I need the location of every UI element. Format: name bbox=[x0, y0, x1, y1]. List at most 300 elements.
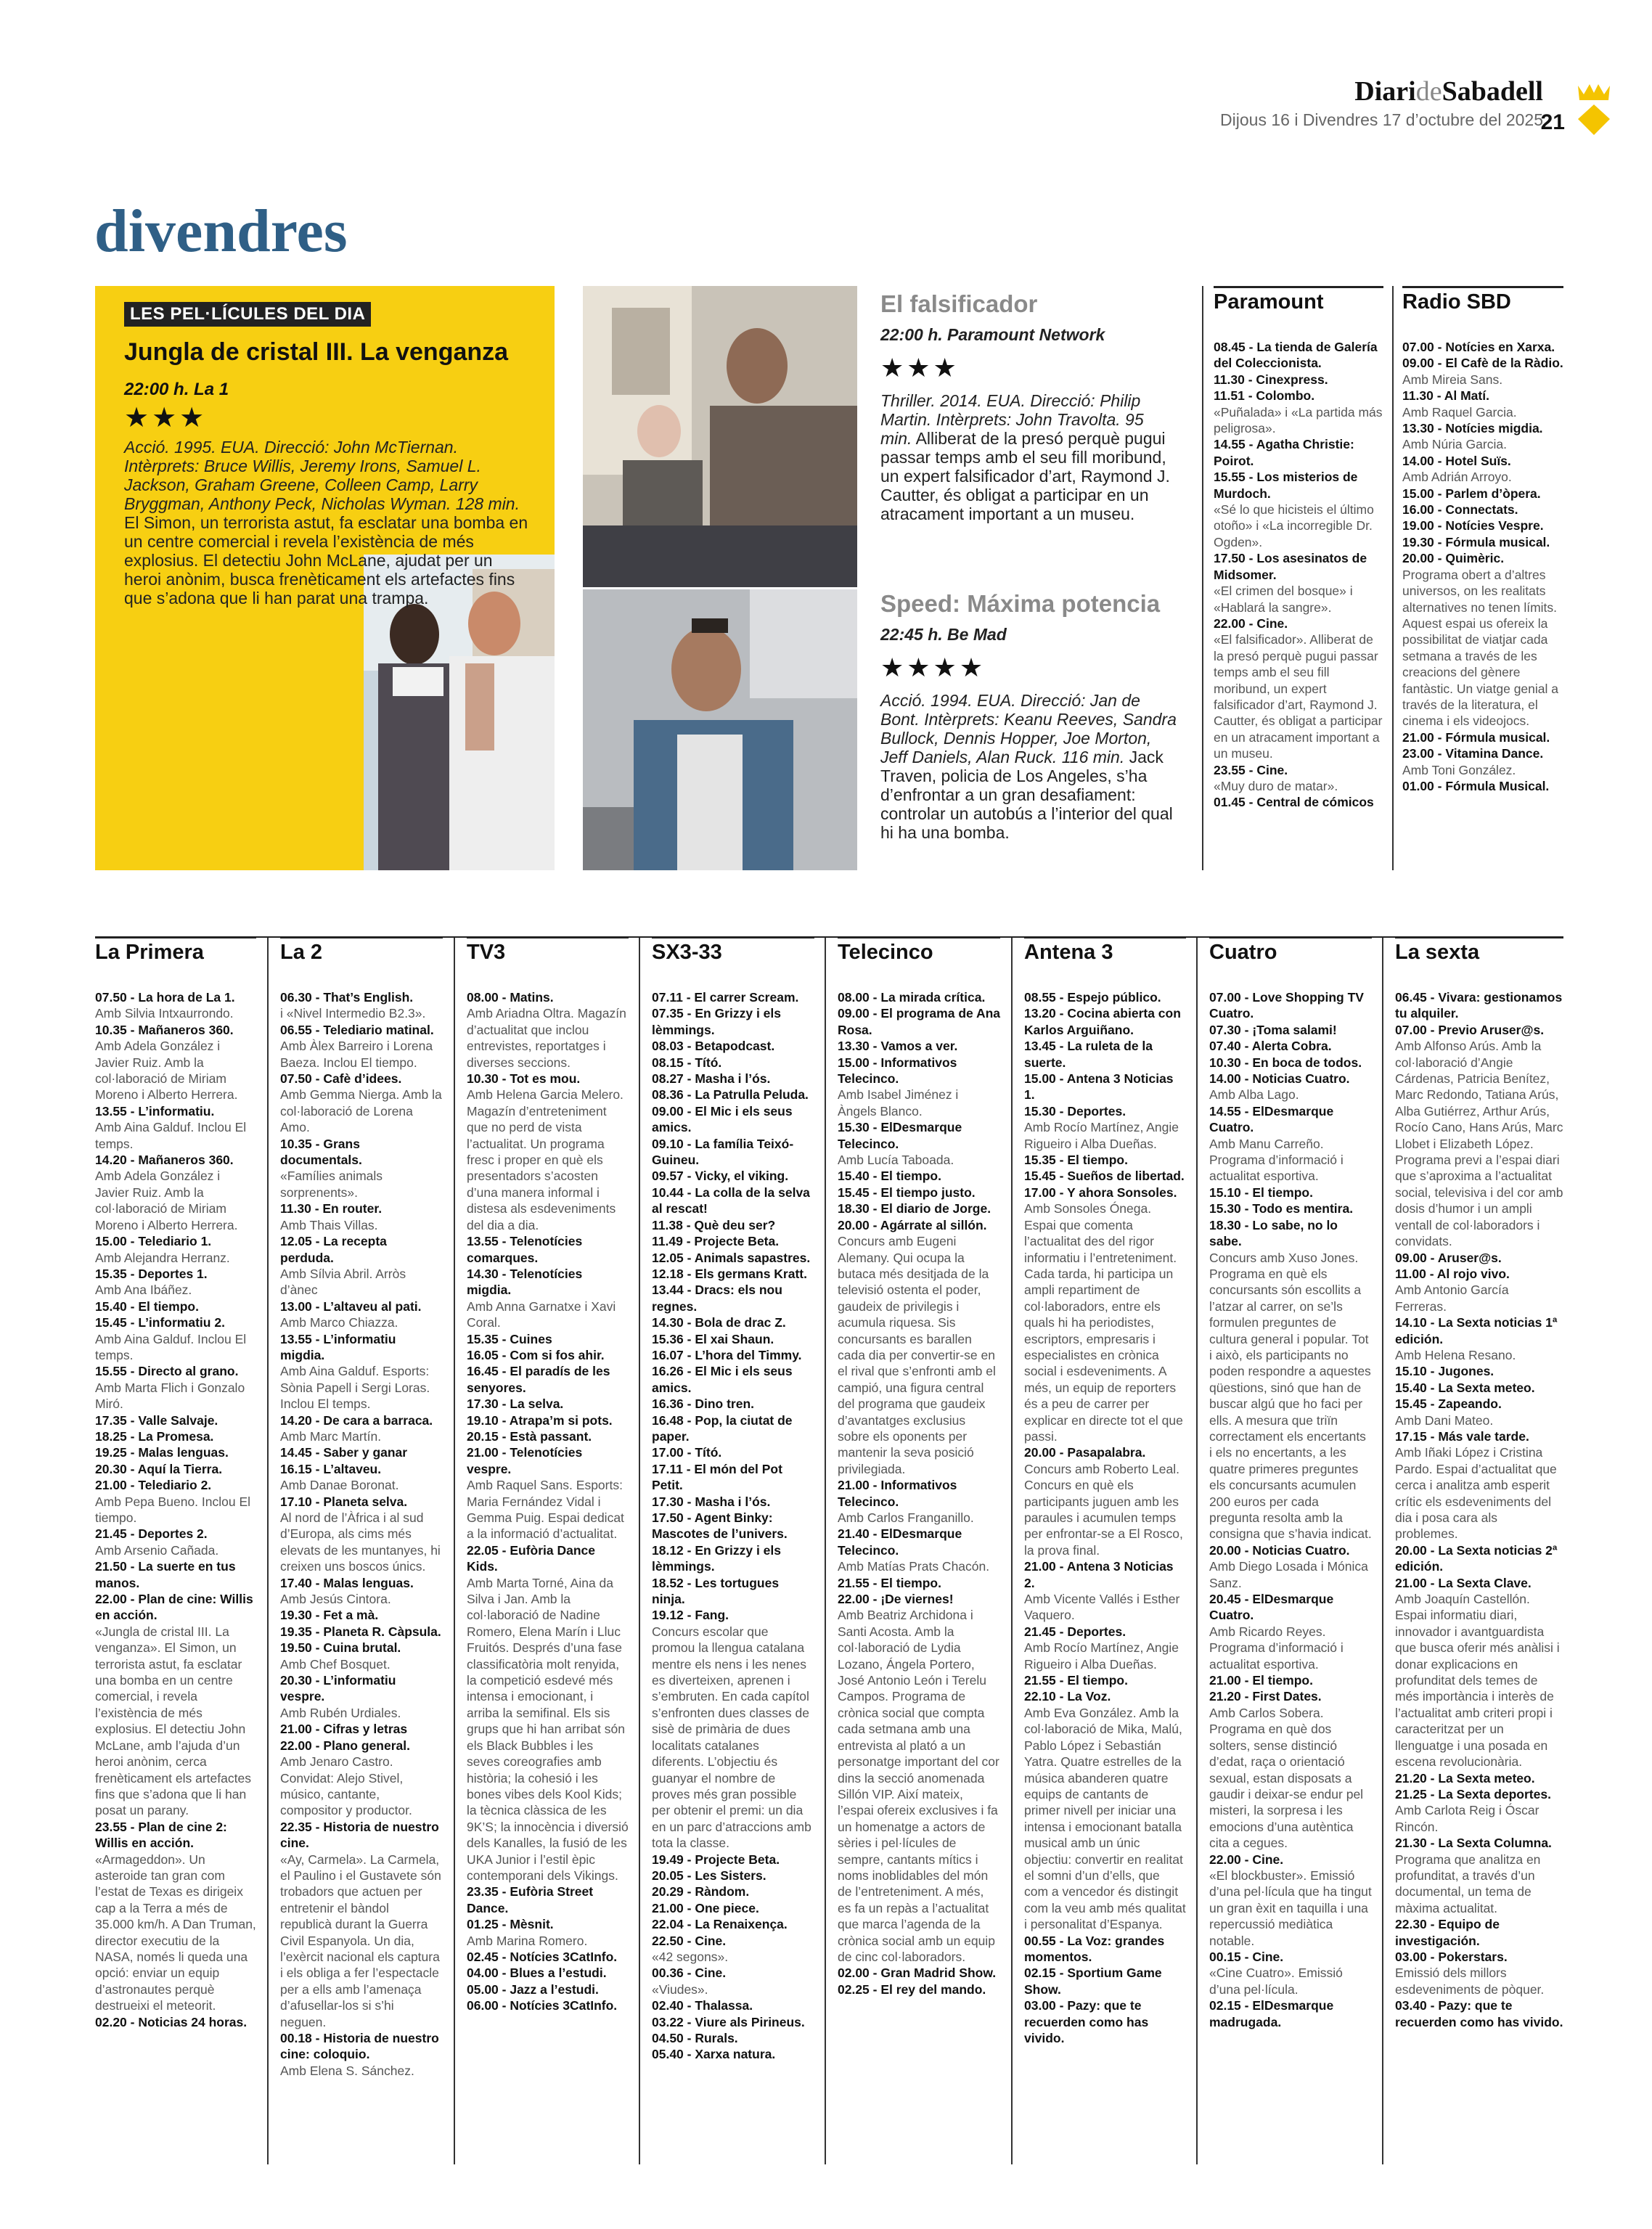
movie-credits: Acció. 1994. EUA. Direcció: Jan de Bont. Intèrprets: Keanu Reeves, Sandra Bullock, Dennis Hopper, Joe Morton, Jeff Daniels, Alan Ruck. 116 min. bbox=[880, 691, 1177, 766]
programme-title: 13.20 - Cocina abierta con Karlos Arguiñano. bbox=[1024, 1006, 1181, 1037]
programme-title: 15.40 - El tiempo. bbox=[838, 1169, 941, 1184]
schedule-list bbox=[280, 989, 443, 2079]
programme-title: 02.15 - ElDesmarque madrugada. bbox=[1209, 1998, 1334, 2029]
programme-title: 19.35 - Planeta R. Càpsula. bbox=[280, 1624, 441, 1639]
programme-description: Amb Pepa Bueno. Inclou El tiempo. bbox=[95, 1494, 251, 1525]
programme-title: 03.00 - Pokerstars. bbox=[1395, 1949, 1508, 1964]
programme-title: 00.18 - Historia de nuestro cine: coloquio. bbox=[280, 2031, 439, 2062]
programme-title: 01.00 - Fórmula Musical. bbox=[1402, 778, 1550, 793]
programme-title: 00.55 - La Voz: grandes momentos. bbox=[1024, 1933, 1165, 1964]
schedule-list bbox=[467, 989, 629, 2014]
programme-title: 18.30 - Lo sabe, no lo sabe. bbox=[1209, 1217, 1338, 1249]
column-divider bbox=[267, 938, 269, 2164]
channel-name: La Primera bbox=[95, 936, 256, 975]
movie-credits: Acció. 1995. EUA. Direcció: John McTiernan. Intèrprets: Bruce Willis, Jeremy Irons, Samuel L. Jackson, Graham Greene, Colleen Camp, Larry Bryggman, Anthony Peck, Nicholas Wyman. 128 min. bbox=[124, 438, 520, 513]
programme-description: Amb Gemma Nierga. Amb la col·laboració de Lorena Amo. bbox=[280, 1087, 442, 1135]
programme-description: Programa que analitza en profunditat, a través d’un documental, un tema de màxima actualitat. bbox=[1395, 1852, 1541, 1915]
programme-description: Amb Beatriz Archidona i Santi Acosta. Amb la col·laboració de Lydia Lozano, Ángela Portero, José Antonio León i Terelu Campos. Programa de crònica social que compta cada setmana amb una entrevista al plató a un personatge important del cor dins la secció anomenada Sillón VIP. Així mateix, l’espai ofereix exclusives i fa un homenatge a actors de sèries i pel·lícules de sempre, cantants mítics i noms inoblidables del món de l’entreteniment. A més, es fa un repàs a l’actualitat que marca l’agenda de la crònica social amb un equip de cinc col·laboradors. bbox=[838, 1608, 999, 1964]
programme-description: Amb Chef Bosquet. bbox=[280, 1656, 390, 1672]
programme-description: Amb Carlota Reig i Óscar Rincón. bbox=[1395, 1803, 1539, 1834]
programme-description: Amb Aina Galduf. Inclou El temps. bbox=[95, 1331, 247, 1362]
channel-name: La 2 bbox=[280, 936, 443, 975]
programme-title: 15.45 - L’informatiu 2. bbox=[95, 1315, 225, 1330]
masthead bbox=[1220, 75, 1543, 130]
programme-title: 19.10 - Atrapa’m si pots. bbox=[467, 1412, 613, 1428]
programme-title: 16.07 - L’hora del Timmy. bbox=[652, 1347, 802, 1362]
column-divider bbox=[639, 938, 640, 2164]
programme-description: i «Nivel Intermedio B2.3». bbox=[280, 1006, 426, 1021]
programme-title: 08.00 - La mirada crítica. bbox=[838, 990, 986, 1005]
programme-title: 17.11 - El món del Pot Petit. bbox=[652, 1461, 782, 1493]
movie-description bbox=[880, 391, 1178, 523]
programme-title: 20.00 - La Sexta noticias 2ª edición. bbox=[1395, 1542, 1558, 1574]
programme-title: 16.36 - Dino tren. bbox=[652, 1396, 755, 1412]
programme-description: Amb Antonio García Ferreras. bbox=[1395, 1283, 1509, 1314]
channel-column bbox=[1402, 286, 1563, 794]
movie-credits: Thriller. 2014. EUA. Direcció: Philip Martin. Intèrprets: John Travolta. 95 min. bbox=[880, 391, 1144, 448]
programme-title: 11.49 - Projecte Beta. bbox=[652, 1234, 780, 1249]
programme-description: Concurs escolar que promou la llengua catalana mentre els nens i les nenes es diverteixen, aprenen i s’embruten. En cada capítol s’enfronten dues classes de sisè de primària de dues localitats catalanes diferents. L’objectiu és guanyar el nombre de proves més gran possible per obtenir el premi: un dia en un parc d’atraccions amb tota la classe. bbox=[652, 1624, 811, 1851]
programme-title: 21.50 - La suerte en tus manos. bbox=[95, 1559, 236, 1590]
programme-description: Amb Isabel Jiménez i Àngels Blanco. bbox=[838, 1087, 959, 1118]
programme-description: Amb Raquel Garcia. bbox=[1402, 404, 1517, 420]
programme-title: 23.35 - Eufòria Street Dance. bbox=[467, 1884, 594, 1915]
movie-still-speed bbox=[583, 589, 857, 870]
programme-title: 15.30 - Deportes. bbox=[1024, 1103, 1126, 1118]
programme-title: 21.45 - Deportes 2. bbox=[95, 1526, 208, 1542]
programme-title: 21.00 - El tiempo. bbox=[1209, 1673, 1313, 1688]
channel-column bbox=[838, 936, 1000, 1997]
programme-title: 09.00 - Aruser@s. bbox=[1395, 1250, 1502, 1265]
programme-description: Amb Alfonso Arús. Amb la col·laboració d’Angie Cárdenas, Patricia Benítez, Marc Redondo, Tatiana Arús, Alba Gutiérrez, Arthur Arús, Rocío Cano, Hans Arús, Marc Llobet i Elizabeth López. Programa previ a l’espai diari que s’aproxima a l’actualitat social, televisiva i del cor amb dosis d’humor i un ampli ventall de col·laboradors i convidats. bbox=[1395, 1039, 1563, 1249]
programme-title: 13.55 - Telenotícies comarques. bbox=[467, 1234, 583, 1265]
programme-title: 03.00 - Pazy: que te recuerden como has vivido. bbox=[1024, 1998, 1149, 2045]
programme-description: Programa obert a d’altres universos, on les realitats alternatives no tenen límits. Aquest espai us ofereix la possibilitat de viatjar cada setmana a través de les creacions del gènere fantàstic. Un viatge genial a través de la literatura, el cinema i els videojocs. bbox=[1402, 567, 1558, 729]
channel-column bbox=[1214, 286, 1383, 811]
programme-description: Amb Raquel Sans. Esports: Maria Fernández Vidal i Gemma Puig. Espai dedicat a la informació d’actualitat. bbox=[467, 1478, 624, 1542]
programme-title: 06.00 - Notícies 3CatInfo. bbox=[467, 1998, 618, 2013]
movie-title: El falsificador bbox=[880, 290, 1038, 317]
programme-description: Amb Sonsoles Ónega. Espai que comenta l’actualitat des del rigor informatiu i l’entreteniment. Cada tarda, hi participa un ampli repartiment de col·laboradors, entre els quals hi ha periodistes, escriptors, empresaris i especialistes en crònica social i esdeveniments. A més, un equip de reporters és a peu de carrer per explicar en directe tot el que passi. bbox=[1024, 1201, 1183, 1444]
programme-description: «Puñalada» i «La partida más peligrosa». bbox=[1214, 404, 1383, 436]
programme-title: 17.30 - La selva. bbox=[467, 1396, 564, 1412]
programme-title: 09.10 - La família Teixó-Guineu. bbox=[652, 1136, 794, 1168]
programme-description: «El blockbuster». Emissió d’una pel·lícula que ha tingut un gran èxit en taquilla i una repercussió mediàtica notable. bbox=[1209, 1868, 1372, 1948]
programme-title: 07.00 - Love Shopping TV Cuatro. bbox=[1209, 990, 1364, 1021]
programme-title: 07.30 - ¡Toma salami! bbox=[1209, 1022, 1337, 1037]
programme-description: Amb Helena Resano. bbox=[1395, 1347, 1516, 1362]
programme-title: 17.00 - Tító. bbox=[652, 1445, 722, 1460]
programme-title: 14.20 - De cara a barraca. bbox=[280, 1412, 433, 1428]
programme-description: «Jungla de cristal III. La venganza». El Simon, un terrorista astut, fa esclatar una bomba en un centre comercial, i revela l’existència de més explosius. El detectiu John McLane, amb l’ajuda d’un heroi anònim, cerca frenèticament els artefactes fins que s’adona que li han posat un parany. bbox=[95, 1624, 251, 1818]
programme-title: 05.40 - Xarxa natura. bbox=[652, 2047, 776, 2062]
programme-title: 10.35 - Grans documentals. bbox=[280, 1136, 362, 1168]
programme-title: 15.55 - Los misterios de Murdoch. bbox=[1214, 470, 1358, 501]
programme-title: 22.05 - Eufòria Dance Kids. bbox=[467, 1542, 596, 1574]
programme-title: 00.36 - Cine. bbox=[652, 1966, 727, 1981]
schedule-list bbox=[1402, 339, 1563, 794]
programme-title: 12.05 - La recepta perduda. bbox=[280, 1234, 387, 1265]
programme-title: 18.25 - La Promesa. bbox=[95, 1428, 214, 1444]
programme-description: «Ay, Carmela». La Carmela, el Paulino i el Gustavete són trobadors que actuen per entretenir el bàndol republicà durant la Guerra Civil Espanyola. Un dia, l’exèrcit nacional els captura i els obliga a fer l’espectacle per a ells amb l’amenaça d’afusellar-los si s’hi neguen. bbox=[280, 1852, 441, 2029]
programme-description: Amb Thais Villas. bbox=[280, 1217, 378, 1232]
programme-title: 19.12 - Fang. bbox=[652, 1608, 729, 1623]
programme-title: 15.40 - La Sexta meteo. bbox=[1395, 1380, 1535, 1395]
programme-title: 17.50 - Agent Binky: Mascotes de l’univers. bbox=[652, 1510, 788, 1542]
movie-entry-speed bbox=[880, 590, 1178, 842]
programme-title: 07.00 - Notícies en Xarxa. bbox=[1402, 340, 1555, 354]
channel-column bbox=[95, 936, 256, 2030]
programme-description: Amb Matías Prats Chacón. bbox=[838, 1559, 990, 1574]
programme-title: 13.30 - Notícies migdia. bbox=[1402, 421, 1543, 436]
programme-title: 01.25 - Mèsnit. bbox=[467, 1917, 554, 1932]
programme-title: 21.40 - ElDesmarque Telecinco. bbox=[838, 1526, 962, 1558]
channel-column bbox=[1395, 936, 1563, 2030]
programme-title: 03.40 - Pazy: que te recuerden como has vivido. bbox=[1395, 1998, 1563, 2029]
programme-description: Amb Alba Lago. bbox=[1209, 1087, 1299, 1103]
programme-title: 08.15 - Tító. bbox=[652, 1055, 722, 1070]
programme-title: 20.00 - Quimèric. bbox=[1402, 551, 1505, 566]
programme-description: Amb Marta Flich i Gonzalo Miró. bbox=[95, 1380, 245, 1412]
channel-column bbox=[1024, 936, 1186, 2046]
programme-title: 04.50 - Rurals. bbox=[652, 2031, 738, 2045]
programme-description: Emissió dels millors esdeveniments de pòquer. bbox=[1395, 1966, 1545, 1997]
column-divider bbox=[1392, 286, 1394, 870]
programme-title: 15.00 - Antena 3 Noticias 1. bbox=[1024, 1071, 1174, 1103]
schedule-list bbox=[1209, 989, 1372, 2030]
column-divider bbox=[825, 938, 826, 2164]
programme-title: 14.30 - Bola de drac Z. bbox=[652, 1315, 786, 1330]
programme-title: 16.00 - Connectats. bbox=[1402, 502, 1518, 518]
programme-description: Amb Dani Mateo. bbox=[1395, 1412, 1494, 1428]
programme-description: Amb Mireia Sans. bbox=[1402, 372, 1503, 387]
programme-description: Amb Aina Galduf. Inclou El temps. bbox=[95, 1120, 247, 1151]
programme-description: «42 segons». bbox=[652, 1949, 729, 1964]
programme-title: 14.00 - Hotel Suïs. bbox=[1402, 453, 1511, 468]
programme-description: Amb Anna Garnatxe i Xavi Coral. bbox=[467, 1298, 616, 1330]
programme-title: 15.45 - Zapeando. bbox=[1395, 1396, 1502, 1412]
movie-time: 22:00 h. Paramount Network bbox=[880, 325, 1105, 344]
programme-title: 15.45 - Sueños de libertad. bbox=[1024, 1169, 1185, 1184]
programme-title: 20.29 - Ràndom. bbox=[652, 1884, 750, 1899]
programme-description: Amb Toni González. bbox=[1402, 762, 1516, 777]
programme-description: Concurs amb Roberto Leal. Concurs en què els participants juguen amb les paraules i acumulen temps per enfrontar-se a El Rosco, la prova final. bbox=[1024, 1461, 1183, 1558]
programme-title: 17.40 - Malas lenguas. bbox=[280, 1575, 414, 1590]
programme-title: 19.49 - Projecte Beta. bbox=[652, 1852, 780, 1867]
page-number: 21 bbox=[1540, 110, 1565, 134]
programme-title: 02.45 - Notícies 3CatInfo. bbox=[467, 1949, 618, 1964]
channel-name: Antena 3 bbox=[1024, 936, 1186, 975]
programme-title: 20.45 - ElDesmarque Cuatro. bbox=[1209, 1592, 1334, 1623]
programme-description: Amb Ana Ibáñez. bbox=[95, 1283, 192, 1298]
programme-title: 15.55 - Directo al grano. bbox=[95, 1364, 239, 1379]
featured-movie-title: Jungla de cristal III. La venganza bbox=[124, 338, 509, 366]
rating-stars: ★★★★ bbox=[880, 653, 986, 682]
programme-title: 00.15 - Cine. bbox=[1209, 1949, 1284, 1964]
programme-title: 12.05 - Animals sapastres. bbox=[652, 1250, 811, 1265]
programme-title: 16.26 - El Mic i els seus amics. bbox=[652, 1364, 793, 1395]
programme-title: 19.30 - Fet a mà. bbox=[280, 1608, 379, 1623]
programme-title: 21.00 - Informativos Telecinco. bbox=[838, 1478, 957, 1509]
programme-title: 21.00 - La Sexta Clave. bbox=[1395, 1575, 1532, 1590]
column-divider bbox=[1202, 286, 1203, 870]
programme-title: 21.55 - El tiempo. bbox=[1024, 1673, 1128, 1688]
programme-title: 21.20 - La Sexta meteo. bbox=[1395, 1770, 1535, 1786]
programme-description: «Cine Cuatro». Emissió d’una pel·lícula. bbox=[1209, 1966, 1343, 1997]
programme-description: Amb Elena S. Sánchez. bbox=[280, 2063, 414, 2078]
column-divider bbox=[454, 938, 455, 2164]
programme-description: Amb Jenaro Castro. Convidat: Alejo Stivel, músico, cantante, compositor y productor. bbox=[280, 1754, 412, 1818]
programme-title: 15.45 - El tiempo justo. bbox=[838, 1185, 976, 1200]
programme-description: Amb Vicente Vallés i Esther Vaquero. bbox=[1024, 1592, 1180, 1623]
programme-title: 20.30 - Aquí la Tierra. bbox=[95, 1461, 223, 1476]
programme-title: 23.00 - Vitamina Dance. bbox=[1402, 746, 1544, 761]
programme-title: 18.12 - En Grizzy i els lèmmings. bbox=[652, 1542, 781, 1574]
programme-title: 11.30 - Cinexpress. bbox=[1214, 372, 1328, 387]
programme-title: 11.30 - En router. bbox=[280, 1201, 383, 1216]
programme-description: Amb Carlos Sobera. Programa en què dos solters, sense distinció d’edat, raça o orientació sexual, estan disposats a gaudir i deixar-se endur pel misteri, la sorpresa i les emocions d’una autèntica cita a cegues. bbox=[1209, 1705, 1364, 1851]
programme-title: 07.11 - El carrer Scream. bbox=[652, 990, 799, 1005]
channel-name: Cuatro bbox=[1209, 936, 1372, 975]
programme-title: 03.22 - Viure als Pirineus. bbox=[652, 2014, 805, 2029]
column-divider bbox=[1382, 938, 1383, 2164]
programme-title: 17.35 - Valle Salvaje. bbox=[95, 1412, 218, 1428]
programme-title: 13.30 - Vamos a ver. bbox=[838, 1039, 958, 1054]
programme-title: 15.35 - Deportes 1. bbox=[95, 1266, 208, 1281]
programme-title: 05.00 - Jazz a l’estudi. bbox=[467, 1981, 599, 1997]
programme-description: «Armageddon». Un asteroide tan gran com l’estat de Texas es dirigeix cap a la Terra a més de 35.000 km/h. A Dan Truman, director executiu de la NASA, només li queda una opció: enviar un equip d’astronautes perquè destrueixi el meteorit. bbox=[95, 1852, 256, 2013]
programme-title: 15.00 - Parlem d’òpera. bbox=[1402, 486, 1541, 501]
programme-description: Amb Manu Carreño. Programa d’informació i actualitat esportiva. bbox=[1209, 1136, 1344, 1184]
programme-title: 15.30 - ElDesmarque Telecinco. bbox=[838, 1120, 962, 1151]
programme-title: 15.36 - El xai Shaun. bbox=[652, 1331, 774, 1346]
programme-title: 11.30 - Al Matí. bbox=[1402, 388, 1489, 404]
channel-column bbox=[280, 936, 443, 2079]
programme-title: 04.00 - Blues a l’estudi. bbox=[467, 1966, 607, 1981]
programme-title: 22.35 - Historia de nuestro cine. bbox=[280, 1819, 439, 1851]
programme-title: 02.15 - Sportium Game Show. bbox=[1024, 1966, 1162, 1997]
programme-title: 21.00 - Telenotícies vespre. bbox=[467, 1445, 583, 1476]
programme-title: 09.00 - El programa de Ana Rosa. bbox=[838, 1006, 1001, 1037]
programme-title: 10.44 - La colla de la selva al rescat! bbox=[652, 1185, 810, 1216]
programme-description: Concurs amb Xuso Jones. Programa en què els concursants són escollits a l’atzar al carrer, on se’ls formulen preguntes de cultura general i popular. Tot i això, els participants no poden respondre a aquestes qüestions, sinó que han de buscar algú que ho faci per ells. A mesura que triïn correctament els encertants i els no encertants, a les quatre primeres preguntes els concursants acumulen 200 euros per cada pregunta resolta amb la consigna que s’havia indicat. bbox=[1209, 1250, 1372, 1542]
rating-stars: ★★★ bbox=[880, 353, 960, 383]
programme-title: 14.55 - Agatha Christie: Poirot. bbox=[1214, 437, 1354, 468]
movie-entry-falsificador bbox=[880, 290, 1178, 523]
programme-title: 22.00 - ¡De viernes! bbox=[838, 1592, 954, 1607]
programme-title: 09.00 - El Cafè de la Ràdio. bbox=[1402, 356, 1563, 371]
movie-synopsis: Alliberat de la presó perquè pugui passar temps amb el seu fill moribund, un expert falsificador d’art, Raymond J. Cautter, és obligat a participar en un atracament important a un museu. bbox=[880, 429, 1170, 523]
featured-movie-description bbox=[124, 438, 531, 608]
movie-title: Speed: Máxima potencia bbox=[880, 590, 1161, 617]
programme-title: 14.00 - Noticias Cuatro. bbox=[1209, 1071, 1350, 1087]
programme-description: Amb Sílvia Abril. Arròs d’ànec bbox=[280, 1266, 406, 1298]
programme-title: 17.30 - Masha i l’ós. bbox=[652, 1494, 771, 1509]
programme-description: Amb Diego Losada i Mónica Sanz. bbox=[1209, 1559, 1368, 1590]
rating-stars: ★★★ bbox=[124, 403, 208, 433]
programme-title: 19.00 - Notícies Vespre. bbox=[1402, 518, 1544, 533]
schedule-list bbox=[838, 989, 1000, 1997]
section-kicker: LES PEL·LÍCULES DEL DIA bbox=[124, 302, 371, 327]
programme-title: 11.38 - Què deu ser? bbox=[652, 1217, 776, 1232]
programme-description: Amb Danae Boronat. bbox=[280, 1478, 399, 1493]
programme-title: 08.00 - Matins. bbox=[467, 990, 554, 1005]
day-title: divendres bbox=[94, 197, 348, 265]
programme-title: 23.55 - Plan de cine 2: Willis en acción. bbox=[95, 1819, 227, 1851]
programme-description: Amb Marina Romero. bbox=[467, 1933, 588, 1948]
programme-title: 15.35 - Cuines bbox=[467, 1331, 552, 1346]
programme-title: 23.55 - Cine. bbox=[1214, 762, 1288, 777]
programme-title: 20.30 - L’informatiu vespre. bbox=[280, 1673, 396, 1704]
schedule-list bbox=[652, 989, 814, 2063]
programme-description: Amb Adela González i Javier Ruiz. Amb la col·laboració de Miriam Moreno i Alberto Herrera. bbox=[95, 1039, 238, 1103]
programme-description: Al nord de l’Àfrica i al sud d’Europa, als cims més elevats de les muntanyes, hi creixen uns boscos únics. bbox=[280, 1510, 441, 1574]
programme-title: 14.55 - ElDesmarque Cuatro. bbox=[1209, 1103, 1334, 1135]
programme-title: 10.35 - Mañaneros 360. bbox=[95, 1022, 234, 1037]
programme-title: 17.10 - Planeta selva. bbox=[280, 1494, 408, 1509]
schedule-list bbox=[1024, 989, 1186, 2046]
programme-title: 21.30 - La Sexta Columna. bbox=[1395, 1836, 1552, 1851]
programme-title: 06.55 - Telediario matinal. bbox=[280, 1022, 434, 1037]
programme-title: 22.04 - La Renaixença. bbox=[652, 1917, 788, 1932]
programme-title: 17.50 - Los asesinatos de Midsomer. bbox=[1214, 551, 1367, 582]
channel-name: Paramount bbox=[1214, 286, 1383, 324]
programme-title: 21.00 - Antena 3 Noticias 2. bbox=[1024, 1559, 1174, 1590]
programme-description: «Famílies animals sorprenents». bbox=[280, 1169, 383, 1200]
programme-title: 15.00 - Telediario 1. bbox=[95, 1234, 212, 1249]
programme-title: 20.00 - Agárrate al sillón. bbox=[838, 1217, 987, 1232]
programme-title: 01.45 - Central de cómicos bbox=[1214, 795, 1374, 810]
programme-title: 16.45 - El paradís de les senyores. bbox=[467, 1364, 610, 1395]
programme-description: Amb Iñaki López i Cristina Pardo. Espai d’actualitat que cerca i analitza amb esperit crític els esdeveniments del dia i posa cara als problemes. bbox=[1395, 1445, 1557, 1542]
programme-description: Amb Silvia Intxaurrondo. bbox=[95, 1006, 234, 1021]
programme-title: 13.00 - L’altaveu al pati. bbox=[280, 1298, 422, 1314]
schedule-list bbox=[95, 989, 256, 2030]
programme-title: 15.35 - El tiempo. bbox=[1024, 1153, 1128, 1168]
schedule-list bbox=[1214, 339, 1383, 811]
channel-column bbox=[652, 936, 814, 2063]
programme-title: 20.05 - Les Sisters. bbox=[652, 1868, 766, 1883]
channel-name: Telecinco bbox=[838, 936, 1000, 975]
programme-title: 21.25 - La Sexta deportes. bbox=[1395, 1786, 1551, 1801]
programme-title: 07.50 - La hora de La 1. bbox=[95, 990, 235, 1005]
programme-description: Amb Jesús Cintora. bbox=[280, 1592, 391, 1607]
programme-title: 21.00 - Telediario 2. bbox=[95, 1478, 212, 1493]
programme-title: 22.00 - Cine. bbox=[1214, 615, 1288, 631]
programme-description: «Muy duro de matar». bbox=[1214, 778, 1338, 793]
programme-title: 11.00 - Al rojo vivo. bbox=[1395, 1266, 1510, 1281]
programme-title: 21.00 - One piece. bbox=[652, 1900, 759, 1915]
programme-title: 08.45 - La tienda de Galería del Coleccionista. bbox=[1214, 340, 1378, 371]
channel-name: Radio SBD bbox=[1402, 286, 1563, 324]
programme-title: 21.00 - Cifras y letras bbox=[280, 1722, 408, 1737]
programme-description: Amb Aina Galduf. Esports: Sònia Papell i Sergi Loras. Inclou El temps. bbox=[280, 1364, 430, 1412]
programme-title: 22.50 - Cine. bbox=[652, 1933, 727, 1948]
programme-description: Amb Marta Torné, Aina da Silva i Jan. Amb la col·laboració de Nadine Romero, Elena Marín i Lluc Fruitós. Després d’una fase classificatòria molt renyida, la competició esdevé més intensa i emocionant, i arriba la semifinal. Els sis grups que hi han arribat són els Black Bubbles i les seves coreografies amb història; la cohesió i les bones vibes dels Kool Kids; la tècnica clàssica de les 9K’S; la innocència i diversió dels Kanalles, la fusió de les UKA Junior i l’estil èpic contemporani dels Vikings. bbox=[467, 1575, 629, 1883]
programme-description: Amb Ariadna Oltra. Magazín d’actualitat que inclou entrevistes, reportatges i diverses seccions. bbox=[467, 1006, 626, 1070]
programme-title: 18.52 - Les tortugues ninja. bbox=[652, 1575, 780, 1607]
programme-title: 13.55 - L’informatiu migdia. bbox=[280, 1331, 396, 1362]
programme-description: Amb Lucía Taboada. bbox=[838, 1153, 954, 1168]
featured-movie-text bbox=[124, 302, 531, 608]
programme-title: 22.00 - Plan de cine: Willis en acción. bbox=[95, 1592, 253, 1623]
programme-description: «Sé lo que hicisteis el último otoño» i «La incorregible Dr. Ogden». bbox=[1214, 502, 1374, 549]
programme-description: Amb Rubén Urdiales. bbox=[280, 1705, 401, 1720]
programme-title: 19.30 - Fórmula musical. bbox=[1402, 534, 1550, 549]
programme-title: 08.55 - Espejo público. bbox=[1024, 990, 1161, 1005]
programme-title: 15.30 - Todo es mentira. bbox=[1209, 1201, 1354, 1216]
programme-description: Amb Rocío Martínez, Angie Rigueiro i Alba Dueñas. bbox=[1024, 1120, 1179, 1151]
programme-description: Amb Carlos Franganillo. bbox=[838, 1510, 974, 1525]
programme-description: Amb Eva González. Amb la col·laboració de Mika, Malú, Pablo López i Sebastián Yatra. Quatre estrelles de la música abanderen quatre equips de cantants de primer nivell per iniciar una intensa i emocionant batalla musical amb un únic objectiu: convertir en realitat el somni d’un d’ells, que com a vencedor és distingit com la veu amb més qualitat i personalitat d’Espanya. bbox=[1024, 1705, 1186, 1932]
programme-title: 08.03 - Betapodcast. bbox=[652, 1039, 775, 1054]
crest-icon bbox=[1572, 78, 1616, 136]
channel-name: SX3-33 bbox=[652, 936, 814, 975]
programme-title: 16.05 - Com si fos ahir. bbox=[467, 1347, 605, 1362]
programme-title: 21.20 - First Dates. bbox=[1209, 1689, 1322, 1704]
programme-title: 07.35 - En Grizzy i els lèmmings. bbox=[652, 1006, 781, 1037]
featured-movie-time: 22:00 h. La 1 bbox=[124, 380, 229, 399]
programme-title: 15.10 - El tiempo. bbox=[1209, 1185, 1313, 1200]
channel-column bbox=[1209, 936, 1372, 2030]
programme-title: 10.30 - En boca de todos. bbox=[1209, 1055, 1362, 1070]
programme-title: 18.30 - El diario de Jorge. bbox=[838, 1201, 991, 1216]
programme-title: 15.40 - El tiempo. bbox=[95, 1298, 199, 1314]
programme-title: 21.00 - Fórmula musical. bbox=[1402, 729, 1550, 745]
channel-name: TV3 bbox=[467, 936, 629, 975]
programme-description: Amb Alejandra Herranz. bbox=[95, 1250, 230, 1265]
movie-synopsis: Jack Traven, policia de Los Angeles, s’ha d’enfrontar a un gran desafiament: controlar un autobús a l’interior del qual hi ha una bomba. bbox=[880, 748, 1173, 842]
programme-title: 21.45 - Deportes. bbox=[1024, 1624, 1126, 1639]
programme-title: 19.50 - Cuina brutal. bbox=[280, 1640, 401, 1656]
programme-description: Amb Àlex Barreiro i Lorena Baeza. Inclou El tiempo. bbox=[280, 1039, 433, 1070]
programme-title: 15.10 - Jugones. bbox=[1395, 1364, 1494, 1379]
programme-title: 20.00 - Noticias Cuatro. bbox=[1209, 1542, 1350, 1558]
programme-title: 13.55 - L’informatiu. bbox=[95, 1103, 215, 1118]
programme-title: 14.45 - Saber y ganar bbox=[280, 1445, 408, 1460]
programme-title: 02.00 - Gran Madrid Show. bbox=[838, 1966, 997, 1981]
movie-still-falsificador bbox=[583, 286, 857, 587]
channel-name: La sexta bbox=[1395, 936, 1563, 975]
channel-column bbox=[467, 936, 629, 2014]
column-divider bbox=[1196, 938, 1198, 2164]
column-divider bbox=[1011, 938, 1013, 2164]
programme-title: 08.27 - Masha i l’ós. bbox=[652, 1071, 771, 1087]
programme-title: 07.40 - Alerta Cobra. bbox=[1209, 1039, 1332, 1054]
programme-title: 02.25 - El rey del mando. bbox=[838, 1981, 986, 1997]
programme-description: Amb Núria Garcia. bbox=[1402, 437, 1507, 452]
movie-time: 22:45 h. Be Mad bbox=[880, 625, 1007, 644]
programme-title: 12.18 - Els germans Kratt. bbox=[652, 1266, 807, 1281]
programme-title: 14.30 - Telenotícies migdia. bbox=[467, 1266, 583, 1298]
brand-logo[interactable]: DiarideSabadell bbox=[1354, 76, 1543, 107]
programme-title: 20.00 - Pasapalabra. bbox=[1024, 1445, 1146, 1460]
programme-title: 07.50 - Cafè d’idees. bbox=[280, 1071, 402, 1087]
movie-synopsis: El Simon, un terrorista astut, fa esclatar una bomba en un centre comercial i revela l’existència de més explosius. El detectiu John McLane, ajudat per un heroi anònim, busca frenèticament els artefactes fins que s’adona que li han parat una trampa. bbox=[124, 513, 528, 608]
programme-title: 17.00 - Y ahora Sonsoles. bbox=[1024, 1185, 1177, 1200]
programme-title: 02.20 - Noticias 24 horas. bbox=[95, 2014, 248, 2029]
programme-description: Amb Joaquín Castellón. Espai informatiu diari, innovador i avantguardista que busca oferir més anàlisi i donar explicacions en profunditat dels temes de més importància i interès de l’actualitat amb criteri propi i caracteritzat per un llenguatge i una posada en escena revolucionària. bbox=[1395, 1592, 1560, 1770]
programme-title: 06.30 - That’s English. bbox=[280, 990, 414, 1005]
programme-description: Amb Marco Chiazza. bbox=[280, 1315, 398, 1330]
programme-title: 14.20 - Mañaneros 360. bbox=[95, 1153, 234, 1168]
programme-description: Amb Arsenio Cañada. bbox=[95, 1542, 219, 1558]
programme-title: 21.55 - El tiempo. bbox=[838, 1575, 941, 1590]
programme-title: 16.48 - Pop, la ciutat de paper. bbox=[652, 1412, 793, 1444]
programme-description: Amb Adela González i Javier Ruiz. Amb la col·laboració de Miriam Moreno i Alberto Herrera. bbox=[95, 1169, 238, 1232]
programme-title: 20.15 - Està passant. bbox=[467, 1428, 592, 1444]
dateline: Dijous 16 i Divendres 17 d’octubre del 2025 bbox=[1220, 110, 1543, 129]
